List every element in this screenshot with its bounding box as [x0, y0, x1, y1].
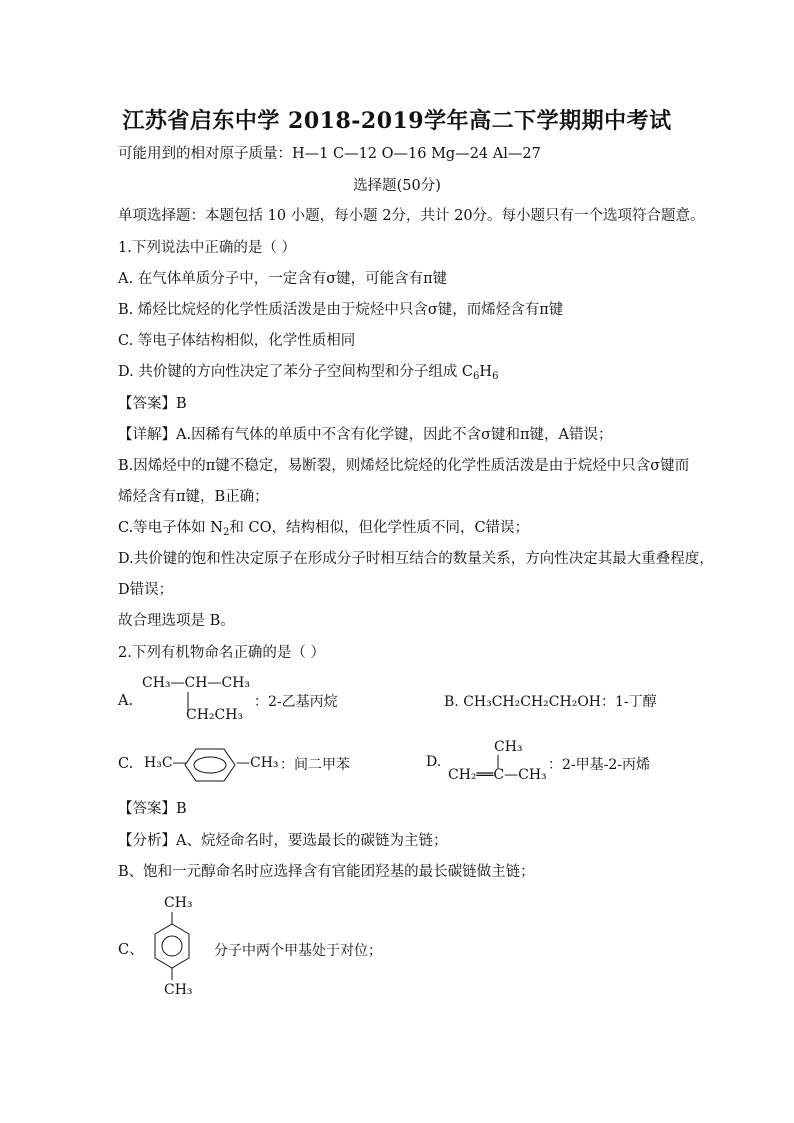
q1-option-c: C. 等电子体结构相似，化学性质相同 [118, 333, 356, 349]
instructions-line: 单项选择题：本题包括 10 小题，每小题 2分，共计 20分。每小题只有一个选项符合题意。 [118, 208, 705, 224]
q1-option-a: A. 在气体单质分子中，一定含有σ键，可能含有π键 [118, 271, 448, 287]
q1-detail-3: 烯烃含有π键，B正确； [118, 489, 269, 505]
atomic-masses-line: 可能用到的相对原子质量：H—1 C—12 O—16 Mg—24 Al—27 [118, 146, 541, 162]
q1-answer: 【答案】B [118, 396, 187, 412]
q1-option-b: B. 烯烃比烷烃的化学性质活泼是由于烷烃中只含σ键，而烯烃含有π键 [118, 302, 564, 318]
q2-option-b: B. CH₃CH₂CH₂CH₂OH：1-丁醇 [444, 694, 657, 710]
q1-conclusion: 故合理选项是 B。 [118, 613, 235, 629]
q2-answer: 【答案】B [118, 801, 187, 817]
q1-detail-2: B.因烯烃中的π键不稳定，易断裂，则烯烃比烷烃的化学性质活泼是由于烷烃中只含σ键而 [118, 458, 690, 474]
q2-analysis-1: 【分析】A、烷烃命名时，要选最长的碳链为主链； [118, 833, 448, 849]
q1-detail-5: D.共价键的饱和性决定原子在形成分子时相互结合的数量关系，方向性决定其最大重叠程度， [118, 551, 714, 567]
q2-option-d-methyl: CH₃ [494, 739, 523, 755]
analysis-c-label: C、 [118, 942, 144, 958]
q2-option-d-formula: CH₂══C—CH₃ [448, 767, 547, 783]
q2-analysis-2: B、饱和一元醇命名时应选择含有官能团羟基的最长碳链做主链； [118, 864, 535, 880]
q1-detail-1: 【详解】A.因稀有气体的单质中不含有化学键，因此不含σ键和π键，A错误； [118, 427, 613, 443]
section-title: 选择题(50分) [353, 178, 441, 194]
analysis-c-top-methyl: CH₃ [164, 895, 193, 911]
q2-option-c-right-group: —CH₃ [236, 755, 279, 771]
q2-option-c-label: C. [118, 756, 134, 772]
q2-option-c-left-group: H₃C— [144, 755, 187, 771]
q2-option-a-label: A. [118, 693, 134, 709]
q2-option-d-name: ：2-甲基-2-丙烯 [548, 757, 651, 773]
q2-option-c-name: ：间二甲苯 [280, 757, 350, 773]
q1-stem: 1.下列说法中正确的是（ ） [118, 240, 296, 256]
benzene-ring-icon [184, 748, 236, 782]
exam-title: 江苏省启东中学 2018-2019学年高二下学期期中考试 [122, 108, 672, 134]
analysis-c-text: 分子中两个甲基处于对位； [214, 943, 382, 959]
q1-detail-4: C.等电子体如 $N_2$和 CO，结构相似，但化学性质不同，C错误； [118, 520, 530, 538]
analysis-c-bottom-methyl: CH₃ [164, 982, 193, 998]
q2-stem: 2.下列有机物命名正确的是（ ） [118, 645, 325, 661]
q2-option-a-formula-branch: CH₂CH₃ [186, 707, 244, 723]
para-xylene-ring-icon [152, 912, 192, 982]
q1-option-d: D. 共价键的方向性决定了苯分子空间构型和分子组成 $C_6H_6$ [118, 364, 499, 382]
q2-option-a-formula-main: CH₃—CH—CH₃ [142, 675, 250, 691]
q1-detail-6: D错误； [118, 582, 174, 598]
q2-option-a-name: ：2-乙基丙烷 [254, 694, 338, 710]
q2-option-d-label: D. [426, 754, 442, 770]
